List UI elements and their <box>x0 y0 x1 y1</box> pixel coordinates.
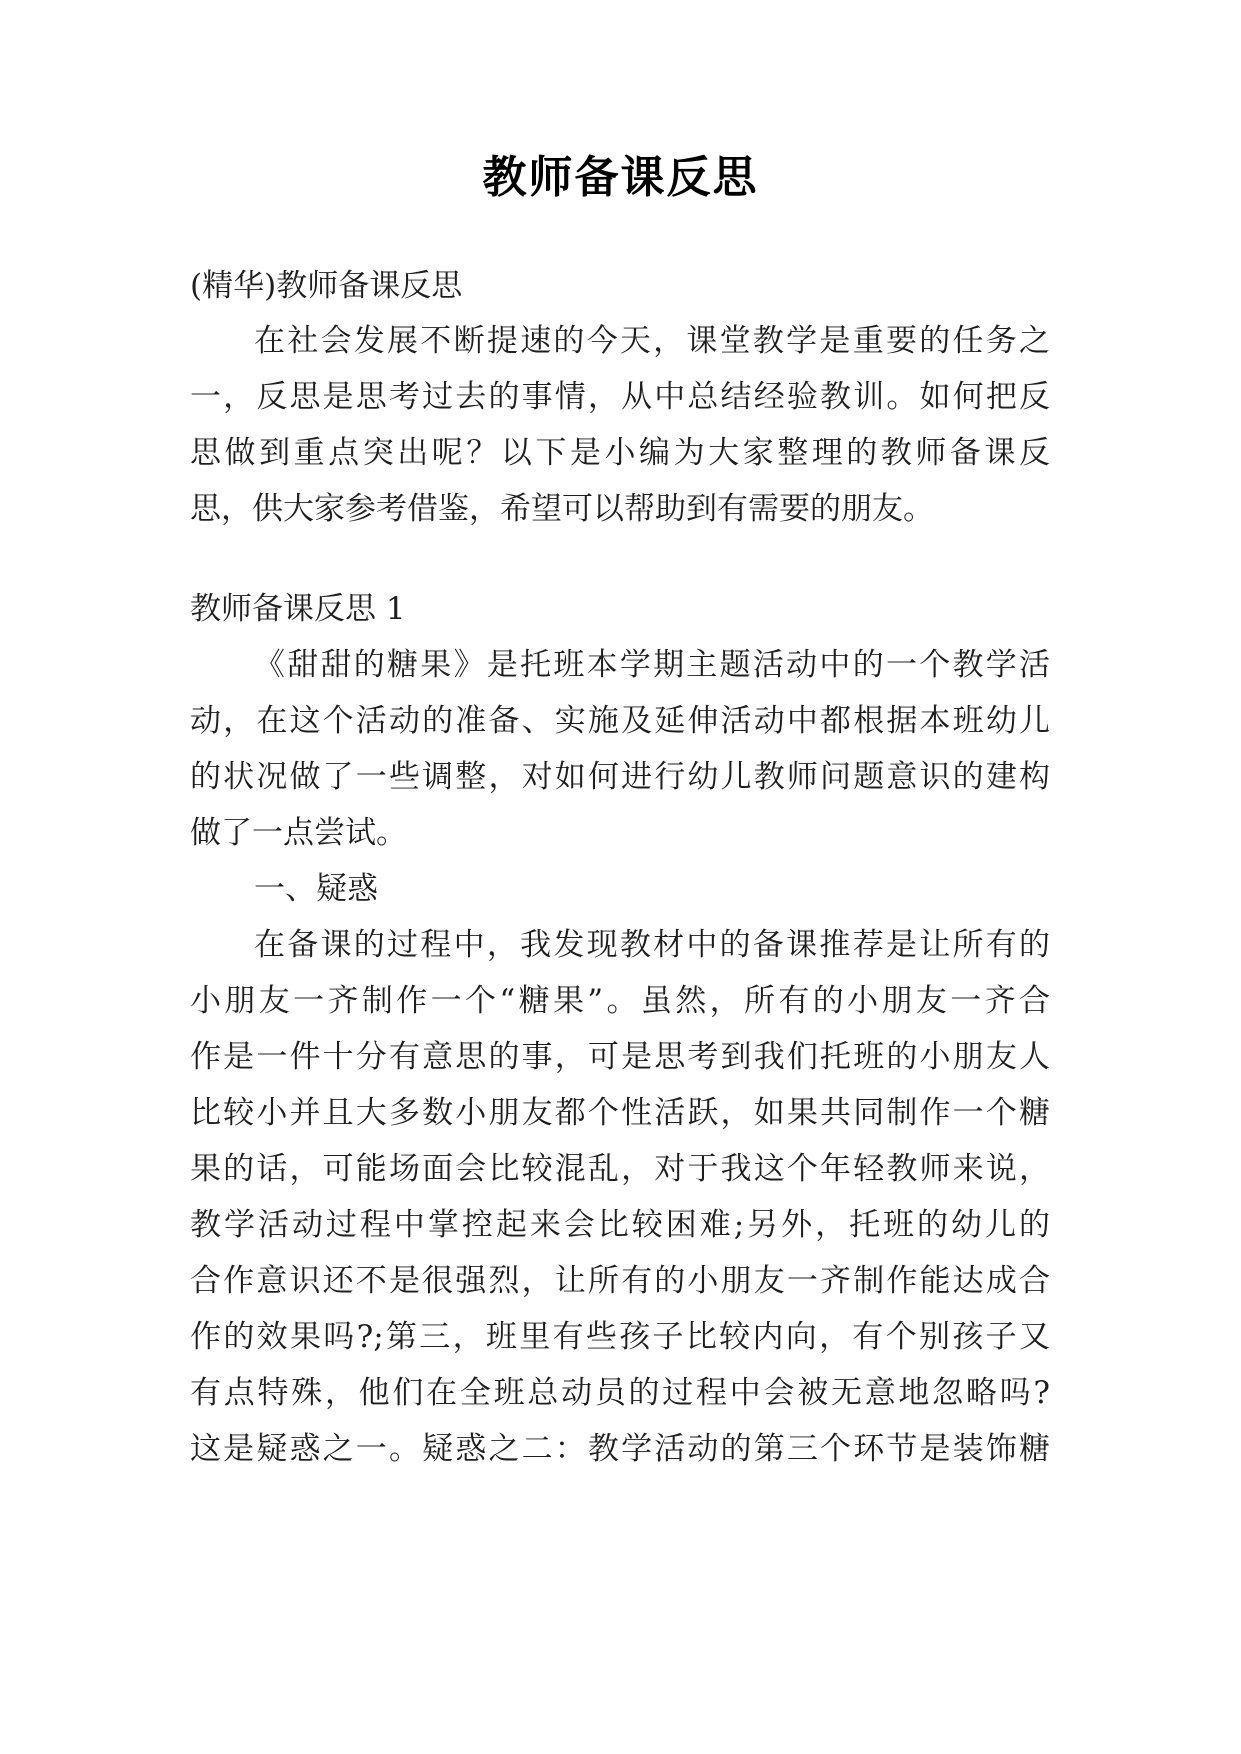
paragraph-line: 动，在这个活动的准备、实施及延伸活动中都根据本班幼儿 <box>190 703 1050 739</box>
intro-line: 一，反思是思考过去的事情，从中总结经验教训。如何把反 <box>190 379 1050 415</box>
intro-line: 在社会发展不断提速的今天，课堂教学是重要的任务之 <box>254 323 1050 359</box>
document-title: 教师备课反思 <box>482 152 759 203</box>
paragraph-line: 的状况做了一些调整，对如何进行幼儿教师问题意识的建构 <box>190 759 1050 795</box>
paragraph-line: 在备课的过程中，我发现教材中的备课推荐是让所有的 <box>254 927 1050 963</box>
paragraph-line: 有点特殊，他们在全班总动员的过程中会被无意地忽略吗? <box>190 1375 1050 1411</box>
subheading: 一、疑惑 <box>254 871 378 907</box>
paragraph-line: 这是疑惑之一。疑惑之二：教学活动的第三个环节是装饰糖 <box>190 1431 1050 1467</box>
paragraph-line: 合作意识还不是很强烈，让所有的小朋友一齐制作能达成合 <box>190 1263 1050 1299</box>
paragraph-line: 比较小并且大多数小朋友都个性活跃，如果共同制作一个糖 <box>190 1095 1050 1131</box>
paragraph-line: 作的效果吗?;第三，班里有些孩子比较内向，有个别孩子又 <box>190 1319 1050 1355</box>
paragraph-line: 做了一点尝试。 <box>190 815 407 851</box>
section-heading: 教师备课反思 1 <box>190 591 406 627</box>
paragraph-line: 作是一件十分有意思的事，可是思考到我们托班的小朋友人 <box>190 1039 1050 1075</box>
paragraph-line: 小朋友一齐制作一个“糖果”。虽然，所有的小朋友一齐合 <box>190 983 1050 1019</box>
subtitle: (精华)教师备课反思 <box>190 268 463 304</box>
intro-line: 思做到重点突出呢？以下是小编为大家整理的教师备课反 <box>190 435 1050 471</box>
paragraph-line: 《甜甜的糖果》是托班本学期主题活动中的一个教学活 <box>254 647 1050 683</box>
intro-line: 思，供大家参考借鉴，希望可以帮助到有需要的朋友。 <box>190 491 934 527</box>
paragraph-line: 果的话，可能场面会比较混乱，对于我这个年轻教师来说， <box>190 1151 1050 1187</box>
paragraph-line: 教学活动过程中掌控起来会比较困难;另外，托班的幼儿的 <box>190 1207 1050 1243</box>
